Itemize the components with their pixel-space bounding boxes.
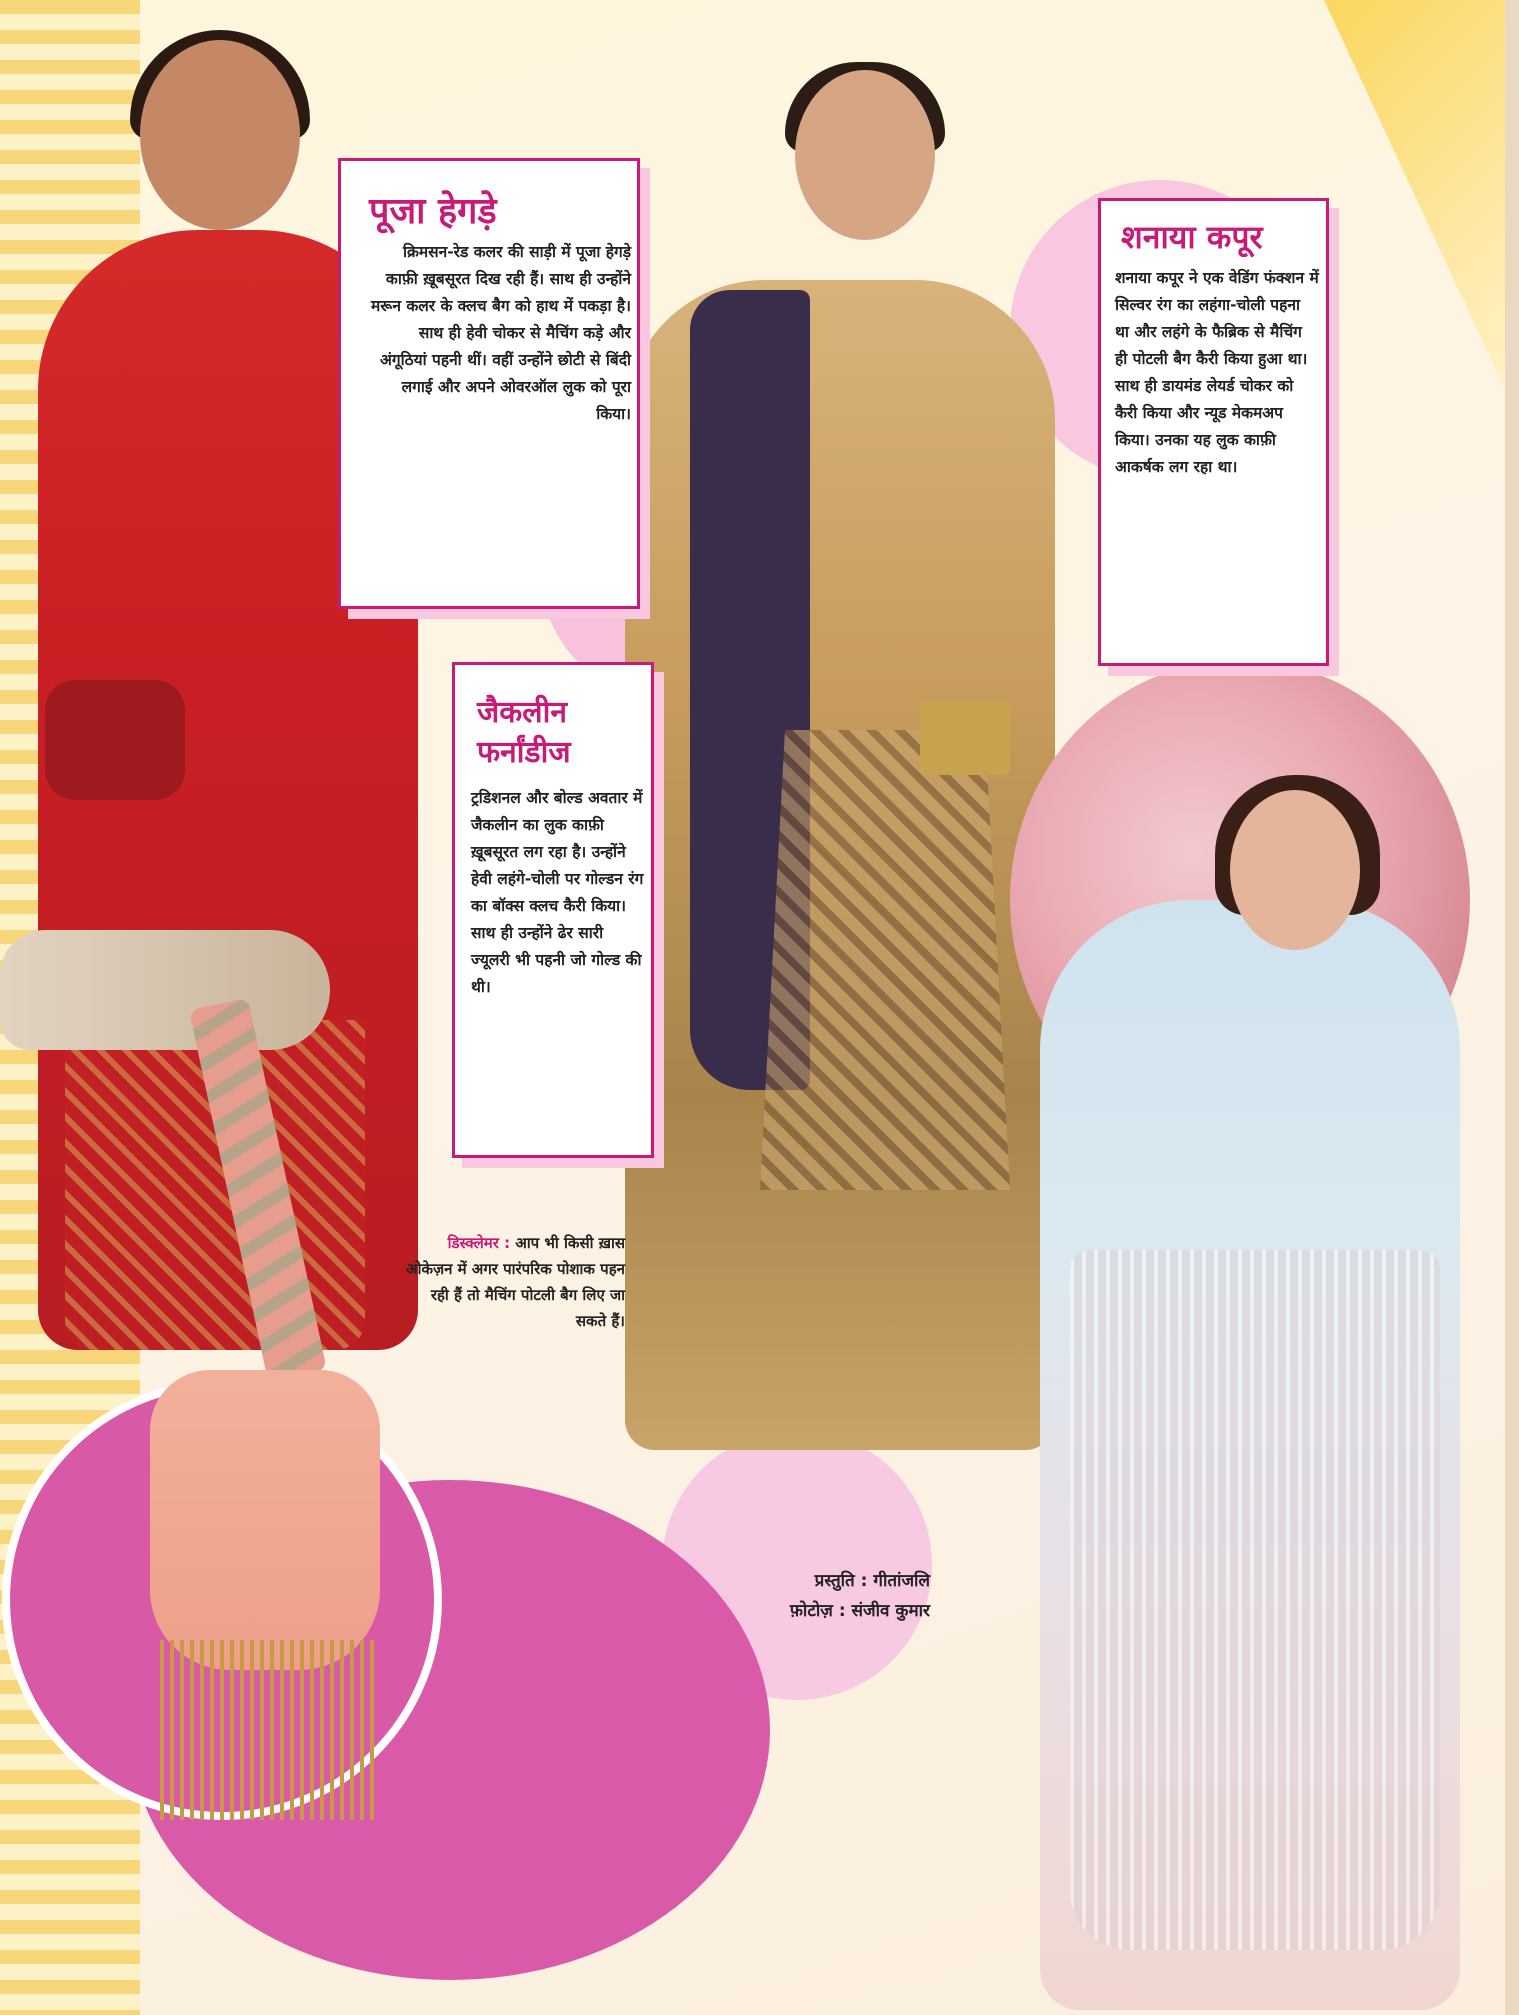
lehenga-sequins bbox=[1070, 1250, 1440, 1950]
pooja-name-heading: पूजा हेगड़े bbox=[369, 191, 497, 232]
shanaya-caption-box bbox=[1098, 198, 1329, 666]
lehenga-pattern bbox=[760, 730, 1010, 1190]
disclaimer-text: आप भी किसी ख़ास ओकेज़न में अगर पारंपरिक पोशाक पहन रही हैं तो मैचिंग पोटली बैग लिए जा सकते हैं। bbox=[406, 1234, 625, 1330]
clutch-bag bbox=[45, 680, 185, 800]
presentation-credit: प्रस्तुति : गीतांजलि bbox=[814, 1571, 930, 1591]
shanaya-name-heading: शनाया कपूर bbox=[1121, 218, 1263, 256]
page-edge bbox=[1505, 0, 1519, 2015]
credits bbox=[680, 1566, 930, 1626]
jacqueline-name-heading: जैकलीन फर्नांडीज bbox=[477, 695, 571, 770]
jacqueline-description: ट्रडिशनल और बोल्ड अवतार में जैकलीन का लुक काफ़ी ख़ूबसूरत लग रहा है। उन्होंने हेवी लहंगे-चोली पर गोल्डन रंग का बॉक्स क्लच कैरी किया। साथ ही उन्होंने ढेर सारी ज्यूलरी भी पहनी जो गोल्ड की थी। bbox=[471, 789, 644, 996]
pooja-caption-box bbox=[338, 158, 640, 609]
face bbox=[1230, 790, 1360, 950]
face bbox=[140, 40, 300, 230]
box-clutch bbox=[920, 700, 1010, 775]
pooja-description: क्रिमसन-रेड कलर की साड़ी में पूजा हेगड़े काफ़ी ख़ूबसूरत दिख रही हैं। साथ ही उन्होंने मरून कलर के क्लच बैग को हाथ में पकड़ा है। साथ ही हेवी चोकर से मैचिंग कड़े और अंगूठियां पहनी थीं। वहीं उन्होंने छोटी से बिंदी लगाई और अपने ओवरऑल लुक को पूरा किया। bbox=[371, 243, 631, 423]
jacqueline-caption-box bbox=[452, 662, 654, 1158]
shanaya-description: शनाया कपूर ने एक वेडिंग फंक्शन में सिल्वर रंग का लहंगा-चोली पहना था और लहंगे के फैब्रिक से मैचिंग ही पोटली बैग कैरी किया हुआ था। साथ ही डायमंड लेयर्ड चोकर को कैरी किया और न्यूड मेकमअप किया। उनका यह लुक काफ़ी आकर्षक लग रहा था। bbox=[1115, 269, 1319, 476]
disclaimer bbox=[405, 1230, 625, 1334]
photo-credit: फ़ोटोज़ : संजीव कुमार bbox=[789, 1601, 930, 1621]
face bbox=[795, 70, 935, 240]
disclaimer-label: डिस्क्लेमर : bbox=[447, 1234, 511, 1252]
hand-image bbox=[0, 930, 330, 1050]
potli-fringe bbox=[160, 1640, 380, 1820]
potli-bag-image bbox=[150, 1370, 380, 1670]
